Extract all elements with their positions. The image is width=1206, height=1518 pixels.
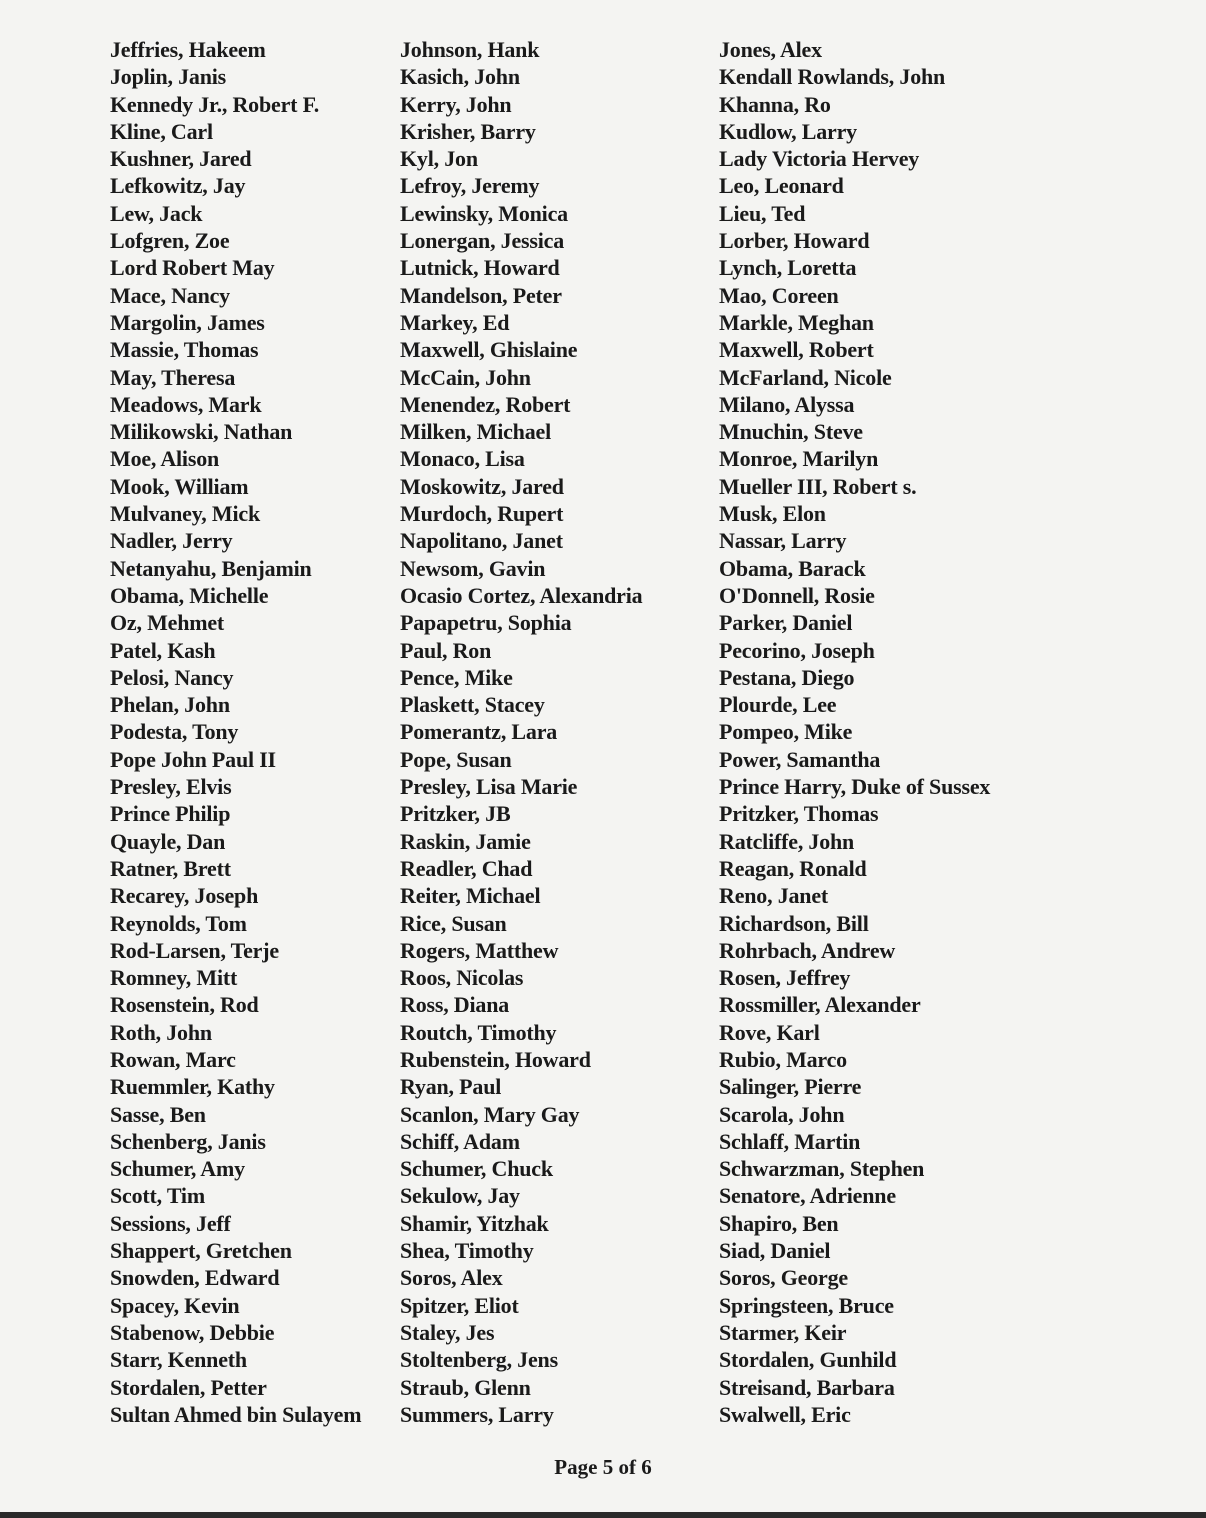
name-entry: Starmer, Keir <box>719 1319 847 1345</box>
name-entry: Pecorino, Joseph <box>719 637 875 663</box>
name-entry: Kerry, John <box>400 91 512 117</box>
name-entry: Patel, Kash <box>110 637 216 663</box>
name-entry: McCain, John <box>400 364 531 390</box>
name-entry: Shappert, Gretchen <box>110 1238 292 1264</box>
name-entry: O'Donnell, Rosie <box>719 582 875 608</box>
name-entry: Summers, Larry <box>400 1401 554 1427</box>
name-entry: Lutnick, Howard <box>400 255 560 281</box>
name-entry: Roos, Nicolas <box>400 965 524 991</box>
name-entry: Ryan, Paul <box>400 1074 502 1100</box>
name-entry: Milano, Alyssa <box>719 391 855 417</box>
name-entry: Maxwell, Ghislaine <box>400 337 578 363</box>
name-entry: Phelan, John <box>110 692 230 718</box>
name-entry: Johnson, Hank <box>400 37 540 62</box>
name-entry: Rowan, Marc <box>110 1046 236 1072</box>
name-entry: Schumer, Chuck <box>400 1156 553 1182</box>
name-entry: Kline, Carl <box>110 118 213 144</box>
name-entry: Streisand, Barbara <box>719 1374 895 1400</box>
name-entry: Moskowitz, Jared <box>400 473 564 499</box>
name-entry: Monaco, Lisa <box>400 446 525 472</box>
name-entry: Kyl, Jon <box>400 146 478 172</box>
name-entry: Pompeo, Mike <box>719 719 853 745</box>
name-entry: Kushner, Jared <box>110 146 252 172</box>
name-entry: Jeffries, Hakeem <box>110 37 266 62</box>
name-entry: Mandelson, Peter <box>400 282 562 308</box>
name-entry: Spitzer, Eliot <box>400 1292 519 1318</box>
name-entry: Obama, Barack <box>719 555 866 581</box>
name-entry: Sasse, Ben <box>110 1101 206 1127</box>
name-entry: Readler, Chad <box>400 855 533 881</box>
name-entry: Raskin, Jamie <box>400 828 531 854</box>
name-entry: Pope John Paul II <box>110 746 276 772</box>
name-entry: Rogers, Matthew <box>400 937 559 963</box>
name-entry: Lefkowitz, Jay <box>110 173 246 199</box>
page-number-footer: Page 5 of 6 <box>554 1455 652 1479</box>
name-entry: Shamir, Yitzhak <box>400 1210 549 1236</box>
name-entry: Lewinsky, Monica <box>400 200 568 226</box>
name-entry: Margolin, James <box>110 309 265 335</box>
name-entry: Stoltenberg, Jens <box>400 1347 558 1373</box>
name-entry: Rove, Karl <box>719 1019 820 1045</box>
name-entry: Lynch, Loretta <box>719 255 857 281</box>
name-entry: Scarola, John <box>719 1101 845 1127</box>
name-entry: Presley, Elvis <box>110 774 232 800</box>
name-entry: Parker, Daniel <box>719 610 853 636</box>
name-entry: Schenberg, Janis <box>110 1128 266 1154</box>
name-entry: Kennedy Jr., Robert F. <box>110 91 320 117</box>
name-entry: Salinger, Pierre <box>719 1074 862 1100</box>
name-entry: Ocasio Cortez, Alexandria <box>400 582 643 608</box>
name-entry: Stordalen, Petter <box>110 1374 267 1400</box>
name-entry: Krisher, Barry <box>400 118 536 144</box>
name-entry: Pomerantz, Lara <box>400 719 558 745</box>
name-entry: Lorber, Howard <box>719 228 870 254</box>
name-entry: Rosenstein, Rod <box>110 992 259 1018</box>
name-entry: Kasich, John <box>400 64 520 90</box>
name-entry: Plourde, Lee <box>719 692 837 718</box>
name-entry: Papapetru, Sophia <box>400 610 572 636</box>
name-entry: Massie, Thomas <box>110 337 259 363</box>
name-entry: Rossmiller, Alexander <box>719 992 921 1018</box>
name-entry: Siad, Daniel <box>719 1238 831 1264</box>
name-entry: Pence, Mike <box>400 664 513 690</box>
name-entry: Schumer, Amy <box>110 1156 245 1182</box>
name-entry: Pritzker, JB <box>400 801 511 827</box>
bottom-edge-bar <box>0 1512 1206 1518</box>
name-entry: Paul, Ron <box>400 637 492 663</box>
name-entry: Mao, Coreen <box>719 282 839 308</box>
name-entry: Netanyahu, Benjamin <box>110 555 312 581</box>
name-entry: Kendall Rowlands, John <box>719 64 946 90</box>
name-entry: Ruemmler, Kathy <box>110 1074 275 1100</box>
name-entry: Mulvaney, Mick <box>110 501 260 527</box>
name-entry: Oz, Mehmet <box>110 610 225 636</box>
name-entry: Lefroy, Jeremy <box>400 173 540 199</box>
name-entry: Scott, Tim <box>110 1183 205 1209</box>
name-entry: Pope, Susan <box>400 746 512 772</box>
name-entry: Meadows, Mark <box>110 391 262 417</box>
name-entry: Rubenstein, Howard <box>400 1046 591 1072</box>
name-entry: May, Theresa <box>110 364 236 390</box>
name-entry: Reiter, Michael <box>400 883 541 909</box>
name-entry: Shea, Timothy <box>400 1238 534 1264</box>
name-column-3 <box>719 36 1199 1428</box>
name-entry: Quayle, Dan <box>110 828 226 854</box>
name-entry: Starr, Kenneth <box>110 1347 247 1373</box>
name-entry: Lord Robert May <box>110 255 275 281</box>
name-entry: Prince Harry, Duke of Sussex <box>719 774 991 800</box>
name-entry: Lofgren, Zoe <box>110 228 230 254</box>
name-entry: Mnuchin, Steve <box>719 419 863 445</box>
name-entry: Schiff, Adam <box>400 1128 520 1154</box>
name-entry: Lieu, Ted <box>719 200 806 226</box>
name-entry: Rod-Larsen, Terje <box>110 937 279 963</box>
name-entry: Rohrbach, Andrew <box>719 937 896 963</box>
name-entry: Richardson, Bill <box>719 910 869 936</box>
name-entry: Pritzker, Thomas <box>719 801 879 827</box>
name-entry: Kudlow, Larry <box>719 118 857 144</box>
name-entry: Murdoch, Rupert <box>400 501 564 527</box>
name-entry: Sekulow, Jay <box>400 1183 520 1209</box>
name-entry: Khanna, Ro <box>719 91 831 117</box>
name-entry: Maxwell, Robert <box>719 337 874 363</box>
name-entry: Rubio, Marco <box>719 1046 847 1072</box>
name-entry: Markey, Ed <box>400 309 510 335</box>
name-entry: Rosen, Jeffrey <box>719 965 851 991</box>
name-entry: Reynolds, Tom <box>110 910 247 936</box>
name-entry: Ratcliffe, John <box>719 828 855 854</box>
name-entry: Springsteen, Bruce <box>719 1292 894 1318</box>
name-entry: Moe, Alison <box>110 446 220 472</box>
name-entry: Joplin, Janis <box>110 64 227 90</box>
name-entry: Stabenow, Debbie <box>110 1319 275 1345</box>
name-entry: Presley, Lisa Marie <box>400 774 578 800</box>
name-entry: Staley, Jes <box>400 1319 495 1345</box>
name-entry: Senatore, Adrienne <box>719 1183 896 1209</box>
name-entry: Napolitano, Janet <box>400 528 563 554</box>
name-entry: Rice, Susan <box>400 910 507 936</box>
name-entry: Snowden, Edward <box>110 1265 280 1291</box>
name-entry: Soros, George <box>719 1265 848 1291</box>
name-entry: Lew, Jack <box>110 200 203 226</box>
name-entry: Shapiro, Ben <box>719 1210 839 1236</box>
name-entry: Newsom, Gavin <box>400 555 546 581</box>
name-entry: Nadler, Jerry <box>110 528 233 554</box>
name-entry: Prince Philip <box>110 801 231 827</box>
name-entry: Ratner, Brett <box>110 855 231 881</box>
name-entry: Musk, Elon <box>719 501 826 527</box>
name-entry: Leo, Leonard <box>719 173 844 199</box>
name-entry: Recarey, Joseph <box>110 883 259 909</box>
name-column-2 <box>400 36 710 1428</box>
name-entry: Reno, Janet <box>719 883 829 909</box>
name-entry: Obama, Michelle <box>110 582 269 608</box>
name-entry: Straub, Glenn <box>400 1374 531 1400</box>
name-entry: Lady Victoria Hervey <box>719 146 920 172</box>
name-entry: Pelosi, Nancy <box>110 664 234 690</box>
name-entry: Milken, Michael <box>400 419 551 445</box>
name-entry: Scanlon, Mary Gay <box>400 1101 580 1127</box>
name-entry: Spacey, Kevin <box>110 1292 240 1318</box>
name-entry: Reagan, Ronald <box>719 855 867 881</box>
name-entry: Stordalen, Gunhild <box>719 1347 897 1373</box>
name-entry: Lonergan, Jessica <box>400 228 565 254</box>
name-entry: Podesta, Tony <box>110 719 239 745</box>
name-column-1 <box>110 36 395 1428</box>
name-entry: Monroe, Marilyn <box>719 446 879 472</box>
name-entry: Pestana, Diego <box>719 664 855 690</box>
name-entry: Schwarzman, Stephen <box>719 1156 925 1182</box>
name-entry: Soros, Alex <box>400 1265 503 1291</box>
name-entry: Markle, Meghan <box>719 309 874 335</box>
name-entry: Swalwell, Eric <box>719 1401 851 1427</box>
name-entry: Mook, William <box>110 473 249 499</box>
name-entry: McFarland, Nicole <box>719 364 892 390</box>
name-entry: Schlaff, Martin <box>719 1128 861 1154</box>
name-entry: Routch, Timothy <box>400 1019 557 1045</box>
name-entry: Sultan Ahmed bin Sulayem <box>110 1401 362 1427</box>
name-entry: Mueller III, Robert s. <box>719 473 917 499</box>
name-entry: Romney, Mitt <box>110 965 238 991</box>
name-entry: Sessions, Jeff <box>110 1210 231 1236</box>
name-entry: Power, Samantha <box>719 746 881 772</box>
name-entry: Ross, Diana <box>400 992 510 1018</box>
name-entry: Jones, Alex <box>719 37 822 62</box>
name-entry: Mace, Nancy <box>110 282 230 308</box>
name-entry: Nassar, Larry <box>719 528 847 554</box>
name-entry: Roth, John <box>110 1019 212 1045</box>
name-entry: Menendez, Robert <box>400 391 571 417</box>
name-entry: Plaskett, Stacey <box>400 692 545 718</box>
name-entry: Milikowski, Nathan <box>110 419 293 445</box>
